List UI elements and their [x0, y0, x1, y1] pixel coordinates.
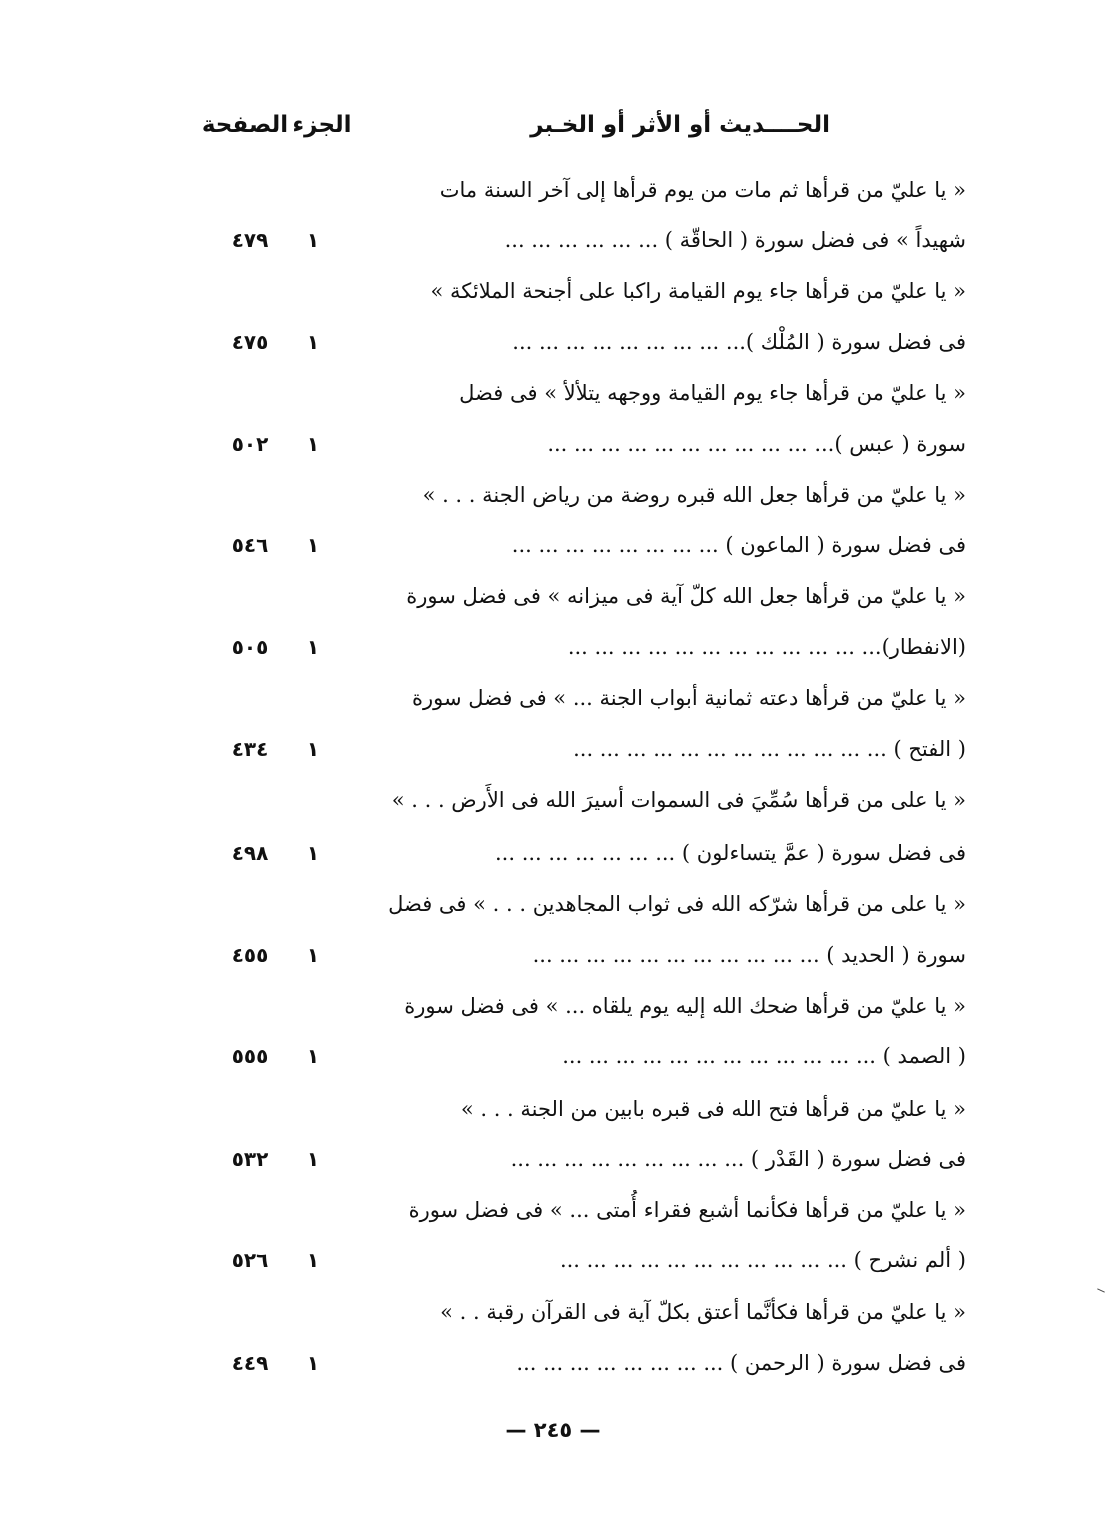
page-number: ٥٣٢: [231, 1147, 269, 1171]
entry-line: ( ألم نشرح ) ... ... ... ... ... ... ... ... ... ... ...: [559, 1248, 966, 1272]
entry-line: فى فضل سورة ( المُلْك )... ... ... ... ... ... ... ... ...: [512, 330, 966, 354]
volume-number: ١: [306, 1044, 320, 1068]
entry-line: (الانفطار)... ... ... ... ... ... ... ... ... ... ... ...: [567, 635, 966, 659]
volume-number: ١: [306, 330, 320, 354]
entry-line: فى فضل سورة ( الماعون ) ... ... ... ... ... ... ... ...: [511, 533, 966, 557]
volume-number: ١: [306, 228, 320, 252]
volume-number: ١: [306, 841, 320, 865]
volume-number: ١: [306, 1248, 320, 1272]
page-number: ٤٣٤: [231, 737, 269, 761]
volume-number: ١: [306, 1351, 320, 1375]
entry-line: « يا عليّ من قرأها فكأنَّما أعتق بكلّ آية فى القرآن رقبة . . »: [440, 1300, 966, 1324]
entry-line: ( الصمد ) ... ... ... ... ... ... ... ... ... ... ... ...: [562, 1044, 966, 1068]
page-number: ٥٢٦: [231, 1248, 269, 1272]
entry-line: « يا عليّ من قرأها ضحك الله إليه يوم يلقاه ... » فى فضل سورة: [404, 994, 966, 1018]
entry-line: « يا عليّ من قرأها ثم مات من يوم قرأها إلى آخر السنة مات: [439, 178, 966, 202]
entry-line: « يا عليّ من قرأها جاء يوم القيامة ووجهه يتلألأ » فى فضل: [459, 381, 966, 405]
entry-line: فى فضل سورة ( الرحمن ) ... ... ... ... ... ... ... ...: [516, 1351, 966, 1375]
entry-line: فى فضل سورة ( القَدْر ) ... ... ... ... ... ... ... ... ...: [510, 1147, 966, 1171]
page-number: ٤٥٥: [231, 943, 269, 967]
entry-line: « يا عليّ من قرأها جعل الله قبره روضة من رياض الجنة . . . »: [422, 483, 966, 507]
page-number: ٤٤٩: [231, 1351, 269, 1375]
entry-line: سورة ( عبس )... ... ... ... ... ... ... ... ... ... ...: [547, 432, 966, 456]
page-number: ٥٠٥: [231, 635, 269, 659]
page-number: ٥٠٢: [231, 432, 269, 456]
volume-number: ١: [306, 737, 320, 761]
column-header-text: الحــــديث أو الأثر أو الخـبر: [530, 112, 830, 138]
entry-line: « يا عليّ من قرأها دعته ثمانية أبواب الجنة ... » فى فضل سورة: [412, 686, 966, 710]
entry-line: شهيداً » فى فضل سورة ( الحاقّة ) ... ... ... ... ... ...: [504, 228, 966, 252]
column-header-volume: الجزء: [292, 112, 352, 138]
page-number: ٤٧٥: [231, 330, 269, 354]
entry-line: « يا عليّ من قرأها جعل الله كلّ آية فى ميزانه » فى فضل سورة: [406, 584, 966, 608]
entry-line: فى فضل سورة ( عمَّ يتساءلون ) ... ... ... ... ... ... ...: [495, 841, 966, 865]
entry-line: « يا على من قرأها سُمِّيَ فى السموات أسيرَ الله فى الأَرض . . . »: [391, 788, 966, 812]
volume-number: ١: [306, 943, 320, 967]
entry-line: سورة ( الحديد ) ... ... ... ... ... ... ... ... ... ... ...: [532, 943, 966, 967]
volume-number: ١: [306, 533, 320, 557]
page-number: ٥٤٦: [231, 533, 269, 557]
column-header-page: الصفحة: [201, 112, 289, 138]
page-number: ٤٧٩: [231, 228, 269, 252]
volume-number: ١: [306, 432, 320, 456]
entry-line: « يا عليّ من قرأها فتح الله فى قبره بابين من الجنة . . . »: [460, 1097, 966, 1121]
margin-mark: [1097, 1288, 1105, 1292]
page-number: ٤٩٨: [231, 841, 269, 865]
entry-line: « يا عليّ من قرأها جاء يوم القيامة راكبا على أجنحة الملائكة »: [430, 279, 966, 303]
entry-line: « يا عليّ من قرأها فكأنما أشبع فقراء أُمتى ... » فى فضل سورة: [408, 1198, 966, 1222]
page-number: ٥٥٥: [231, 1044, 269, 1068]
entry-line: ( الفتح ) ... ... ... ... ... ... ... ... ... ... ... ...: [573, 737, 966, 761]
volume-number: ١: [306, 1147, 320, 1171]
volume-number: ١: [306, 635, 320, 659]
entry-line: « يا على من قرأها شرّكه الله فى ثواب المجاهدين . . . » فى فضل: [388, 892, 966, 916]
footer-page-number: — ٢٤٥ —: [505, 1418, 601, 1442]
